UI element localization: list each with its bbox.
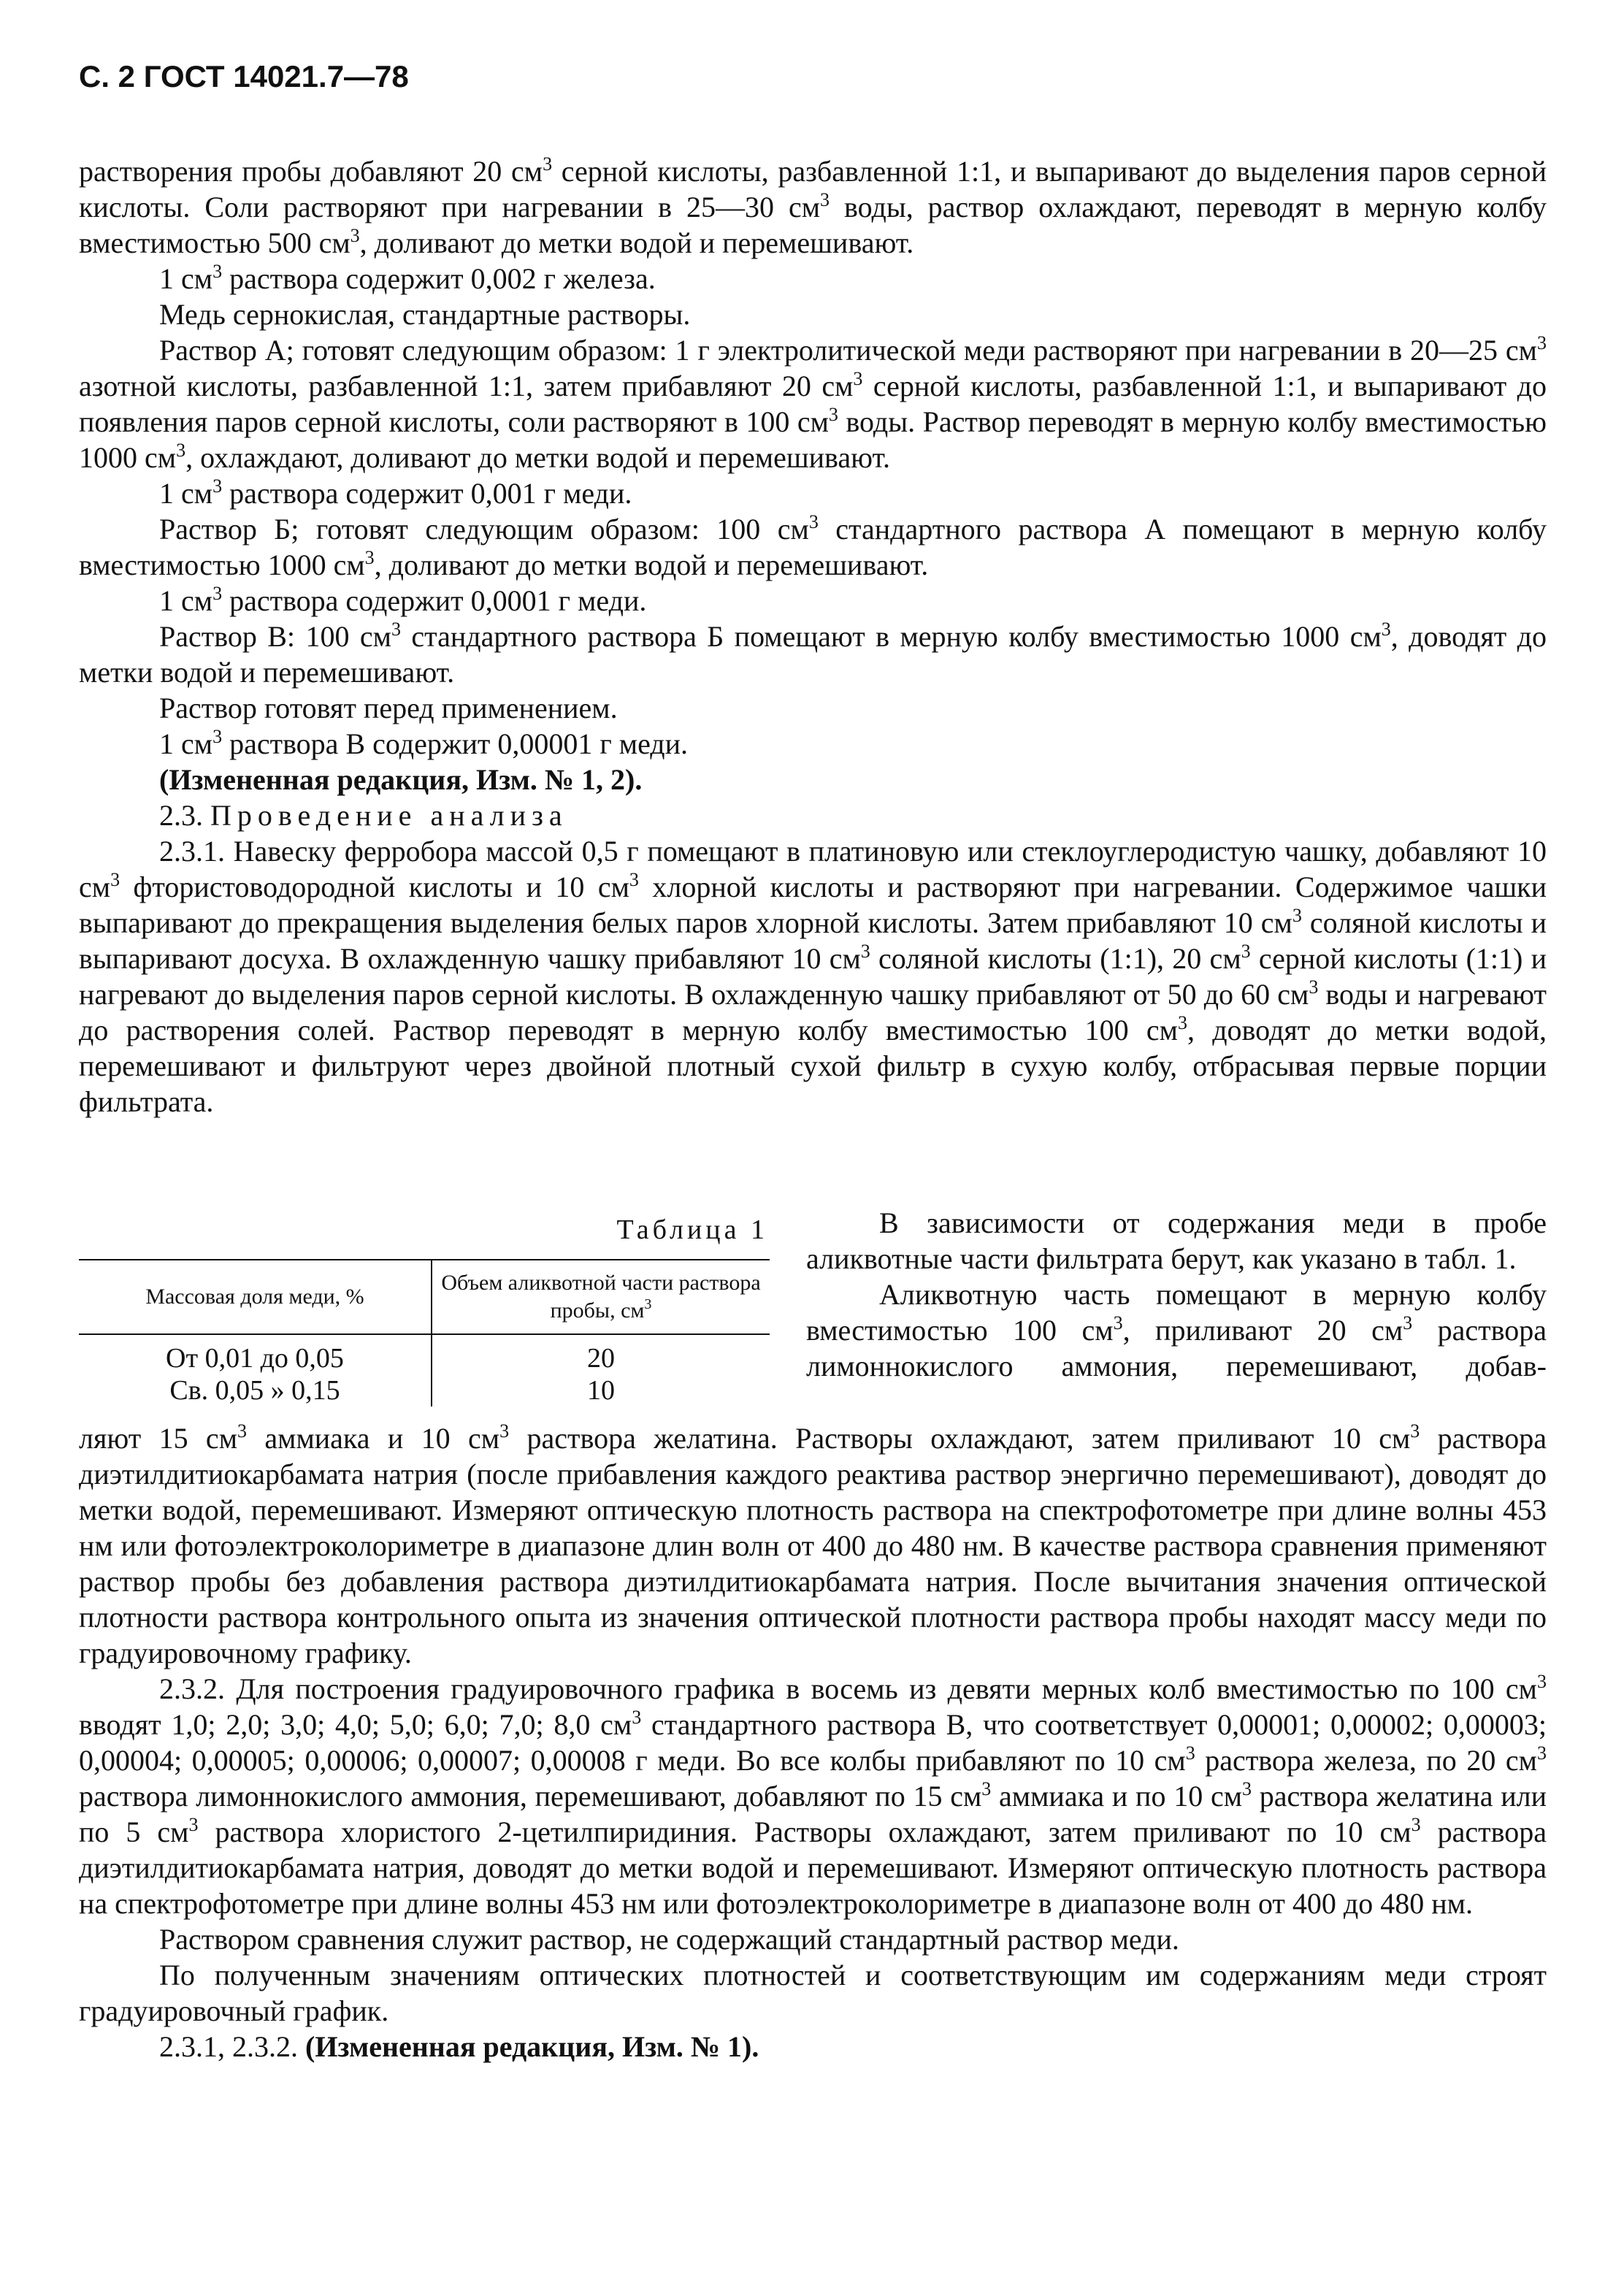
text-beside-table	[806, 1205, 1547, 1384]
paragraph: ляют 15 $см^3$ аммиака и 10 $см^3$ раствора желатина. Растворы охлаждают, затем приливают 10 $см^3$ раствора диэтилдитиокарбамата натрия (после прибавления каждого реактива раствор энергично перемешивают), доводят до метки водой, перемешивают. Измеряют оптическую плотность раствора на спектрофотометре при длине волны 453 нм или фотоэлектроколориметре в диапазоне длин волн от 400 до 480 нм. В качестве раствора сравнения применяют раствор пробы без добавления раствора диэтилдитиокарбамата натрия. После вычитания значения оптической плотности раствора контрольного опыта из значения оптической плотности раствора пробы находят массу меди по градуировочному графику.	[79, 1420, 1547, 1669]
paragraph: растворения пробы добавляют 20 $см^3$ серной кислоты, разбавленной 1:1, и выпаривают до выделения паров серной кислоты. Соли растворяют при нагревании в 25—30 $см^3$ воды, раствор охлаждают, переводят в мерную колбу вместимостью 500 $см^3$, доливают до метки водой и перемешивают.	[79, 153, 1547, 259]
table-cell: От 0,01 до 0,05	[166, 1343, 344, 1374]
table-cell: 10	[432, 1374, 770, 1407]
table-cell: 20	[432, 1334, 770, 1374]
amendment-note: (Измененная редакция, Изм. № 1, 2).	[159, 763, 643, 796]
table-row	[79, 1374, 770, 1407]
table-row	[79, 1334, 770, 1374]
column-header: Массовая доля меди, %	[79, 1260, 432, 1334]
paragraph: По полученным значениям оптических плотностей и соответствующим им содержаниям меди строят градуировочный график.	[79, 1959, 1547, 2027]
table-cell: Св. 0,05 » 0,15	[169, 1375, 340, 1406]
page-header: С. 2 ГОСТ 14021.7—78	[79, 59, 409, 93]
column-header: Объем аликвотной части раствора пробы, $см^3$	[432, 1260, 770, 1334]
paragraph: Аликвотную часть помещают в мерную колбу вместимостью 100 $см^3$, приливают 20 $см^3$ раствора лимоннокислого аммония, перемешивают, добав-	[806, 1278, 1547, 1382]
table-1-grid	[79, 1259, 770, 1407]
paragraph: Раствор готовят перед применением.	[159, 692, 618, 724]
paragraph: Раствор В: 100 $см^3$ стандартного раствора Б помещают в мерную колбу вместимостью 1000 $см^3$, доводят до метки водой и перемешивают.	[79, 619, 1547, 689]
paragraph: 1 $см^3$ раствора содержит 0,0001 г меди.	[159, 583, 647, 617]
paragraph: 1 $см^3$ раствора В содержит 0,00001 г меди.	[159, 726, 689, 760]
paragraph: Раствор Б; готовят следующим образом: 100 $см^3$ стандартного раствора А помещают в мерную колбу вместимостью 1000 $см^3$, доливают до метки водой и перемешивают.	[79, 511, 1547, 581]
paragraph: В зависимости от содержания меди в пробе аликвотные части фильтрата берут, как указано в табл. 1.	[806, 1206, 1547, 1275]
paragraph: Раствор А; готовят следующим образом: 1 г электролитической меди растворяют при нагревании в 20—25 $см^3$ азотной кислоты, разбавленной 1:1, затем прибавляют 20 $см^3$ серной кислоты, разбавленной 1:1, и выпаривают до появления паров серной кислоты, соли растворяют в 100 $см^3$ воды. Раствор переводят в мерную колбу вместимостью 1000 $см^3$, охлаждают, доливают до метки водой и перемешивают.	[79, 332, 1547, 474]
paragraph: 2.3.2. Для построения градуировочного графика в восемь из девяти мерных колб вместимостью по 100 $см^3$ вводят 1,0; 2,0; 3,0; 4,0; 5,0; 6,0; 7,0; 8,0 $см^3$ стандартного раствора В, что соответствует 0,00001; 0,00002; 0,00003; 0,00004; 0,00005; 0,00006; 0,00007; 0,00008 г меди. Во все колбы прибавляют по 10 $см^3$ раствора железа, по 20 $см^3$ раствора лимоннокислого аммония, перемешивают, добавляют по 15 $см^3$ аммиака и по 10 $см^3$ раствора желатина или по 5 $см^3$ раствора хлористого 2-цетилпиридиния. Растворы охлаждают, затем приливают по 10 $см^3$ раствора диэтилдитиокарбамата натрия, доводят до метки водой и перемешивают. Измеряют оптическую плотность раствора на спектрофотометре при длине волны 453 нм или фотоэлектроколориметре в диапазоне волн от 400 до 480 нм.	[79, 1671, 1547, 1920]
table-caption: Таблица 1	[616, 1214, 768, 1245]
paragraph: Раствором сравнения служит раствор, не содержащий стандартный раствор меди.	[159, 1923, 1179, 1956]
paragraph: Медь сернокислая, стандартные растворы.	[159, 298, 691, 331]
table-1	[79, 1212, 773, 1407]
paragraph: 1 $см^3$ раствора содержит 0,001 г меди.	[159, 475, 632, 510]
amendment-note: 2.3.1, 2.3.2. (Измененная редакция, Изм. № 1).	[159, 2030, 759, 2063]
section-heading: 2.3. Проведение анализа	[159, 799, 568, 832]
text-block-bottom	[79, 1420, 1547, 2064]
paragraph: 2.3.1. Навеску ферробора массой 0,5 г помещают в платиновую или стеклоуглеродистую чашку, добавляют 10 $см^3$ фтористоводородной кислоты и 10 $см^3$ хлорной кислоты и растворяют при нагревании. Содержимое чашки выпаривают до прекращения выделения белых паров хлорной кислоты. Затем прибавляют 10 $см^3$ соляной кислоты и выпаривают досуха. В охлажденную чашку прибавляют 10 $см^3$ соляной кислоты (1:1), 20 $см^3$ серной кислоты (1:1) и нагревают до выделения паров серной кислоты. В охлажденную чашку прибавляют от 50 до 60 $см^3$ воды и нагревают до растворения солей. Раствор переводят в мерную колбу вместимостью 100 $см^3$, доводят до метки водой, перемешивают и фильтруют через двойной плотный сухой фильтр в сухую колбу, отбрасывая первые порции фильтрата.	[79, 835, 1547, 1118]
paragraph: 1 $см^3$ раствора содержит 0,002 г железа.	[159, 261, 656, 295]
text-block-top	[79, 153, 1547, 1120]
